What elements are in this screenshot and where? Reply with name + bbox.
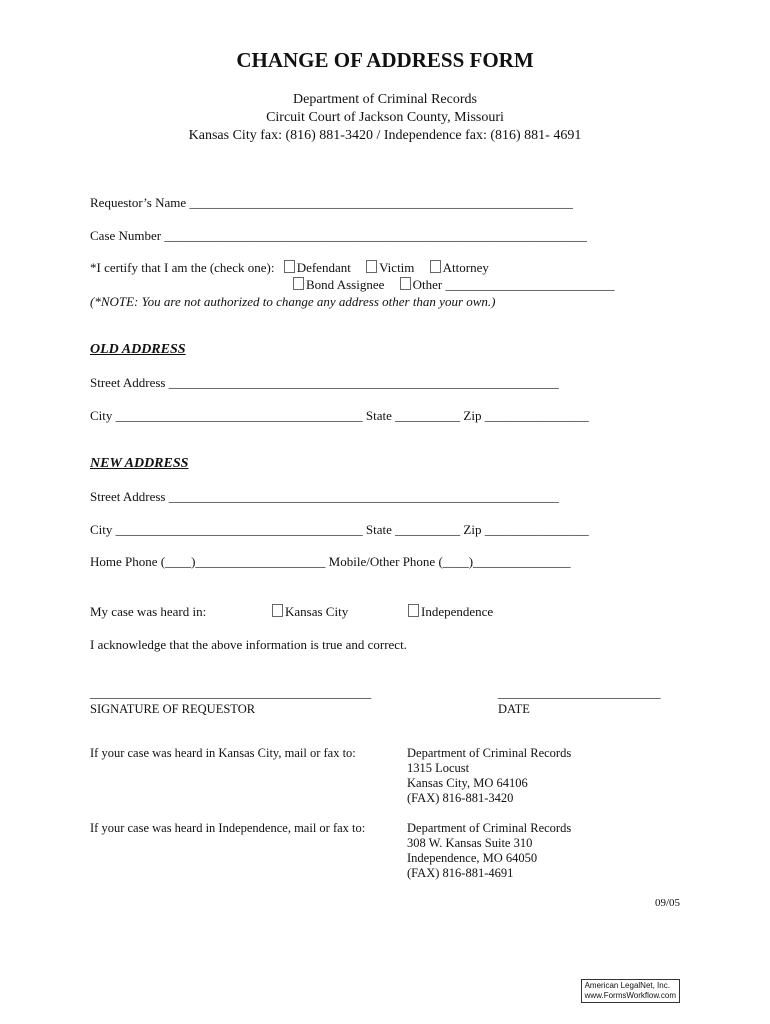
publisher-logo xyxy=(581,979,680,1003)
kansas-city-checkbox[interactable] xyxy=(272,604,348,620)
old-street-field[interactable]: Street Address ____________________________________________________________ xyxy=(90,375,559,390)
certify-row-2 xyxy=(293,277,614,293)
address-line: Department of Criminal Records xyxy=(407,821,572,835)
attorney-checkbox[interactable] xyxy=(430,260,489,275)
fax-numbers: Kansas City fax: (816) 881-3420 / Independence fax: (816) 881- 4691 xyxy=(188,128,582,143)
mail-indep-label: If your case was heard in Independence, mail or fax to: xyxy=(90,821,366,835)
requestor-name-field[interactable]: Requestor’s Name ___________________________________________________________ xyxy=(90,195,573,210)
old-city-state-zip-field[interactable]: City ______________________________________ State __________ Zip ________________ xyxy=(90,408,589,423)
defendant-checkbox[interactable] xyxy=(284,260,351,275)
new-street-field[interactable]: Street Address ____________________________________________________________ xyxy=(90,489,559,504)
court-name: Circuit Court of Jackson County, Missouri xyxy=(266,110,504,125)
address-line: 1315 Locust xyxy=(407,761,470,775)
address-line: Department of Criminal Records xyxy=(407,746,572,760)
address-line: Independence, MO 64050 xyxy=(407,851,538,865)
address-line: (FAX) 816-881-4691 xyxy=(407,866,514,880)
publisher-name: American LegalNet, Inc. xyxy=(584,981,670,990)
signature-line[interactable]: _____________________________________________ xyxy=(90,686,372,700)
department-name: Department of Criminal Records xyxy=(293,92,477,107)
checkbox-icon xyxy=(408,604,419,617)
signature-label: SIGNATURE OF REQUESTOR xyxy=(90,702,256,716)
certify-row xyxy=(90,260,489,276)
checkbox-icon xyxy=(366,260,377,273)
mail-kc-address xyxy=(407,746,571,806)
kansas-city-label: Kansas City xyxy=(285,604,349,619)
victim-checkbox[interactable] xyxy=(366,260,414,275)
bond-assignee-label: Bond Assignee xyxy=(306,277,385,292)
note-text: (*NOTE: You are not authorized to change any address other than your own.) xyxy=(90,294,496,309)
case-number-field[interactable]: Case Number _________________________________________________________________ xyxy=(90,228,587,243)
publisher-url: www.FormsWorkflow.com xyxy=(584,991,676,1000)
mail-indep-address xyxy=(407,821,571,881)
other-checkbox[interactable] xyxy=(400,277,615,292)
address-line: (FAX) 816-881-3420 xyxy=(407,791,514,805)
date-label: DATE xyxy=(498,702,530,716)
certify-label: *I certify that I am the (check one): xyxy=(90,260,275,275)
address-line: Kansas City, MO 64106 xyxy=(407,776,528,790)
new-address-heading: NEW ADDRESS xyxy=(90,456,189,471)
checkbox-icon xyxy=(272,604,283,617)
independence-label: Independence xyxy=(421,604,494,619)
victim-label: Victim xyxy=(379,260,415,275)
checkbox-icon xyxy=(430,260,441,273)
case-heard-label: My case was heard in: xyxy=(90,604,207,619)
checkbox-icon xyxy=(293,277,304,290)
checkbox-icon xyxy=(284,260,295,273)
other-label[interactable]: Other __________________________ xyxy=(412,277,615,292)
mail-kc-label: If your case was heard in Kansas City, mail or fax to: xyxy=(90,746,356,760)
new-city-state-zip-field[interactable]: City ______________________________________ State __________ Zip ________________ xyxy=(90,522,589,537)
acknowledge-text: I acknowledge that the above information is true and correct. xyxy=(90,637,407,652)
bond-assignee-checkbox[interactable] xyxy=(293,277,384,292)
defendant-label: Defendant xyxy=(296,260,351,275)
form-title: CHANGE OF ADDRESS FORM xyxy=(236,48,534,72)
checkbox-icon xyxy=(400,277,411,290)
phone-field[interactable]: Home Phone (____)____________________ Mobile/Other Phone (____)_______________ xyxy=(90,554,571,569)
attorney-label: Attorney xyxy=(442,260,489,275)
address-line: 308 W. Kansas Suite 310 xyxy=(407,836,533,850)
old-address-heading: OLD ADDRESS xyxy=(90,342,186,357)
independence-checkbox[interactable] xyxy=(408,604,493,620)
date-line[interactable]: __________________________ xyxy=(498,686,661,700)
revision-date: 09/05 xyxy=(654,897,680,909)
